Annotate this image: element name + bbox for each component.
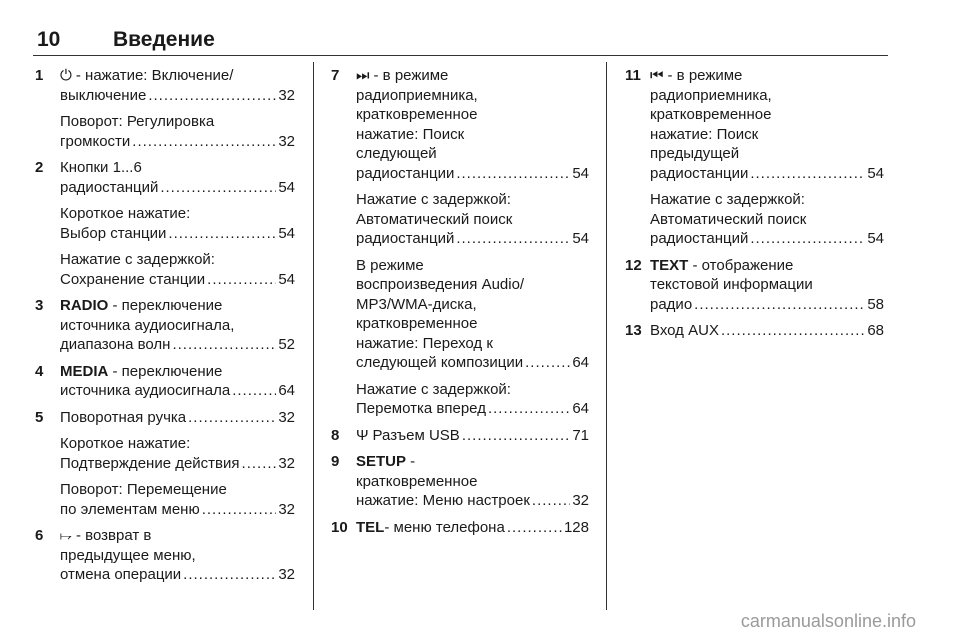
entry-number: 9 bbox=[331, 453, 340, 470]
entry-13 bbox=[625, 321, 884, 341]
page-header bbox=[33, 28, 888, 58]
button-name: RADIO bbox=[60, 297, 109, 314]
entry-6 bbox=[35, 526, 295, 585]
entry-text: следующей bbox=[356, 145, 437, 162]
entry-number: 3 bbox=[35, 297, 44, 314]
entry-text: - в режиме bbox=[373, 67, 449, 84]
page-reference: 128 bbox=[563, 518, 589, 536]
entry-7 bbox=[331, 66, 589, 419]
previous-track-icon: ⏮ bbox=[650, 67, 664, 84]
column-divider bbox=[313, 62, 314, 610]
entry-text: радиоприемника, bbox=[650, 86, 772, 104]
entry-number: 12 bbox=[625, 256, 642, 274]
power-icon: ⏻ bbox=[60, 67, 72, 84]
entry-paragraph bbox=[60, 66, 295, 105]
page-reference: 32 bbox=[278, 132, 295, 150]
entry-text: воспроизведения Audio/ bbox=[356, 276, 525, 293]
entry-text: В режиме bbox=[356, 256, 424, 274]
entry-text: - в режиме bbox=[667, 67, 743, 84]
page-reference: 71 bbox=[572, 426, 589, 444]
next-track-icon: ⏭ bbox=[356, 67, 370, 84]
page-reference: 54 bbox=[278, 178, 295, 196]
page-reference: 32 bbox=[278, 454, 295, 472]
page-reference: 32 bbox=[572, 492, 589, 509]
entry-text: - возврат в bbox=[76, 527, 152, 544]
dot-leader bbox=[148, 86, 276, 106]
entry-paragraph bbox=[60, 204, 295, 243]
button-name: MEDIA bbox=[60, 362, 109, 380]
column-divider bbox=[606, 62, 607, 610]
page-number: 10 bbox=[37, 28, 61, 51]
dot-leader bbox=[694, 295, 865, 315]
dot-leader bbox=[462, 426, 570, 446]
entry-paragraph bbox=[650, 66, 884, 183]
dot-leader bbox=[488, 399, 570, 419]
button-name: TEL bbox=[356, 518, 385, 536]
dot-leader bbox=[525, 353, 570, 373]
dot-leader bbox=[183, 565, 276, 585]
dot-leader bbox=[721, 321, 865, 341]
entry-text: - отображение bbox=[688, 256, 794, 274]
dot-leader bbox=[456, 229, 570, 249]
entry-text: Автоматический поиск bbox=[650, 210, 807, 228]
page-reference: 32 bbox=[278, 86, 295, 104]
entry-paragraph bbox=[650, 190, 884, 249]
dot-leader bbox=[168, 224, 276, 244]
entry-text: Кнопки 1...6 bbox=[60, 159, 142, 176]
entry-text: источника аудиосигнала bbox=[60, 382, 231, 399]
entry-text: нажатие: Поиск bbox=[650, 125, 759, 143]
column-3 bbox=[625, 66, 884, 348]
entry-text: - меню телефона bbox=[384, 518, 505, 536]
entry-5 bbox=[35, 408, 295, 520]
entry-text: Перемотка вперед bbox=[356, 400, 486, 417]
entry-text: источника аудиосигнала, bbox=[60, 316, 235, 334]
entry-12 bbox=[625, 256, 884, 315]
dot-leader bbox=[202, 500, 277, 520]
dot-leader bbox=[242, 454, 277, 474]
entry-text: Поворот: Перемещение bbox=[60, 481, 227, 498]
entry-text: нажатие: Поиск bbox=[356, 125, 465, 143]
page-reference: 32 bbox=[278, 408, 295, 426]
entry-text: MP3/WMA-диска, bbox=[356, 295, 477, 313]
entry-text: текстовой информации bbox=[650, 276, 813, 293]
page-reference: 52 bbox=[278, 336, 295, 353]
entry-paragraph bbox=[60, 408, 295, 428]
entry-number: 13 bbox=[625, 322, 642, 339]
page-reference: 54 bbox=[278, 224, 295, 242]
entry-text: отмена операции bbox=[60, 566, 182, 583]
back-arrow-icon: ⥟ bbox=[60, 527, 73, 544]
entry-number: 10 bbox=[331, 518, 348, 536]
header-rule bbox=[33, 55, 888, 56]
column-1 bbox=[35, 66, 295, 592]
entry-text: Короткое нажатие: bbox=[60, 205, 191, 222]
entry-number: 4 bbox=[35, 362, 44, 380]
entry-text: предыдущее меню, bbox=[60, 546, 196, 564]
page-reference: 68 bbox=[867, 322, 884, 339]
button-name: TEXT bbox=[650, 256, 689, 274]
page-reference: 64 bbox=[572, 354, 589, 371]
entry-text: выключение bbox=[60, 86, 147, 104]
dot-leader bbox=[188, 408, 276, 428]
entry-text: Короткое нажатие: bbox=[60, 435, 191, 452]
entry-text: кратковременное bbox=[650, 106, 772, 123]
entry-8 bbox=[331, 426, 589, 446]
entry-text: - переключение bbox=[108, 297, 223, 314]
page-reference: 32 bbox=[278, 566, 295, 583]
entry-number: 1 bbox=[35, 67, 44, 84]
entry-text: Поворот: Регулировка bbox=[60, 113, 215, 130]
entry-text: громкости bbox=[60, 132, 131, 150]
entry-text: нажатие: Переход к bbox=[356, 334, 493, 352]
entry-paragraph bbox=[356, 190, 589, 249]
page-reference: 64 bbox=[278, 382, 295, 399]
entry-paragraph bbox=[356, 256, 589, 373]
column-2 bbox=[331, 66, 589, 544]
dot-leader bbox=[507, 518, 562, 538]
entry-10 bbox=[331, 518, 589, 538]
entry-text: кратковременное bbox=[356, 106, 478, 123]
entry-3 bbox=[35, 296, 295, 355]
entry-text: Поворотная ручка bbox=[60, 408, 187, 426]
entry-paragraph bbox=[60, 434, 295, 473]
entry-paragraph bbox=[356, 66, 589, 183]
dot-leader bbox=[456, 164, 570, 184]
entry-text: - нажатие: Включение/ bbox=[75, 67, 234, 84]
entry-text: Разъем USB bbox=[372, 426, 460, 444]
dot-leader bbox=[207, 270, 276, 290]
entry-text: Нажатие с задержкой: bbox=[60, 251, 215, 268]
entry-text: Вход AUX bbox=[650, 322, 719, 339]
entry-number: 5 bbox=[35, 408, 44, 426]
page-reference: 32 bbox=[278, 500, 295, 518]
page-reference: 54 bbox=[278, 270, 295, 288]
entry-number: 6 bbox=[35, 527, 44, 544]
entry-text: радиостанции bbox=[650, 164, 749, 182]
dot-leader bbox=[160, 178, 276, 198]
entry-number: 8 bbox=[331, 426, 340, 444]
entry-2 bbox=[35, 158, 295, 289]
entry-text: радиостанций bbox=[356, 230, 455, 247]
page-reference: 64 bbox=[572, 400, 589, 417]
entry-text: Нажатие с задержкой: bbox=[650, 191, 805, 208]
entry-9 bbox=[331, 452, 589, 511]
entry-text: радиостанций bbox=[650, 230, 749, 247]
entry-text: по элементам меню bbox=[60, 500, 200, 518]
entry-text: диапазона волн bbox=[60, 336, 171, 353]
entry-paragraph bbox=[60, 250, 295, 289]
dot-leader bbox=[750, 229, 865, 249]
watermark: carmanualsonline.info bbox=[740, 611, 916, 631]
entry-text: радиоприемника, bbox=[356, 86, 478, 104]
entry-text: предыдущей bbox=[650, 145, 740, 162]
page-title: Введение bbox=[113, 28, 215, 51]
entry-text: радио bbox=[650, 295, 693, 313]
entry-text: Автоматический поиск bbox=[356, 210, 513, 228]
entry-11 bbox=[625, 66, 884, 249]
dot-leader bbox=[750, 164, 865, 184]
entry-number: 11 bbox=[625, 67, 641, 84]
button-name: SETUP bbox=[356, 453, 407, 470]
page-reference: 58 bbox=[867, 295, 884, 313]
entry-text: Сохранение станции bbox=[60, 270, 206, 288]
page-reference: 54 bbox=[867, 164, 884, 182]
entry-text: радиостанций bbox=[60, 178, 159, 196]
page-reference: 54 bbox=[867, 230, 884, 247]
entry-1 bbox=[35, 66, 295, 151]
page-reference: 54 bbox=[572, 164, 589, 182]
entry-text: радиостанции bbox=[356, 164, 455, 182]
page-reference: 54 bbox=[572, 230, 589, 247]
entry-text: - переключение bbox=[108, 362, 223, 380]
entry-text: Подтверждение действия bbox=[60, 454, 240, 472]
entry-text: Нажатие с задержкой: bbox=[356, 191, 511, 208]
entry-paragraph bbox=[60, 480, 295, 519]
entry-text: Нажатие с задержкой: bbox=[356, 380, 511, 398]
entry-text: кратковременное bbox=[356, 315, 478, 332]
entry-paragraph bbox=[60, 112, 295, 151]
entry-4 bbox=[35, 362, 295, 401]
usb-icon: Ψ bbox=[356, 426, 369, 444]
entry-text: Выбор станции bbox=[60, 224, 167, 242]
dot-leader bbox=[532, 491, 570, 511]
entry-paragraph bbox=[60, 158, 295, 197]
entry-text: - bbox=[406, 453, 416, 470]
entry-text: следующей композиции bbox=[356, 354, 524, 371]
entry-paragraph bbox=[356, 380, 589, 419]
dot-leader bbox=[232, 381, 276, 401]
entry-text: нажатие: Меню настроек bbox=[356, 492, 530, 509]
entry-text: кратковременное bbox=[356, 472, 478, 490]
dot-leader bbox=[172, 335, 276, 355]
dot-leader bbox=[132, 132, 276, 152]
entry-number: 7 bbox=[331, 67, 340, 84]
entry-number: 2 bbox=[35, 159, 44, 176]
